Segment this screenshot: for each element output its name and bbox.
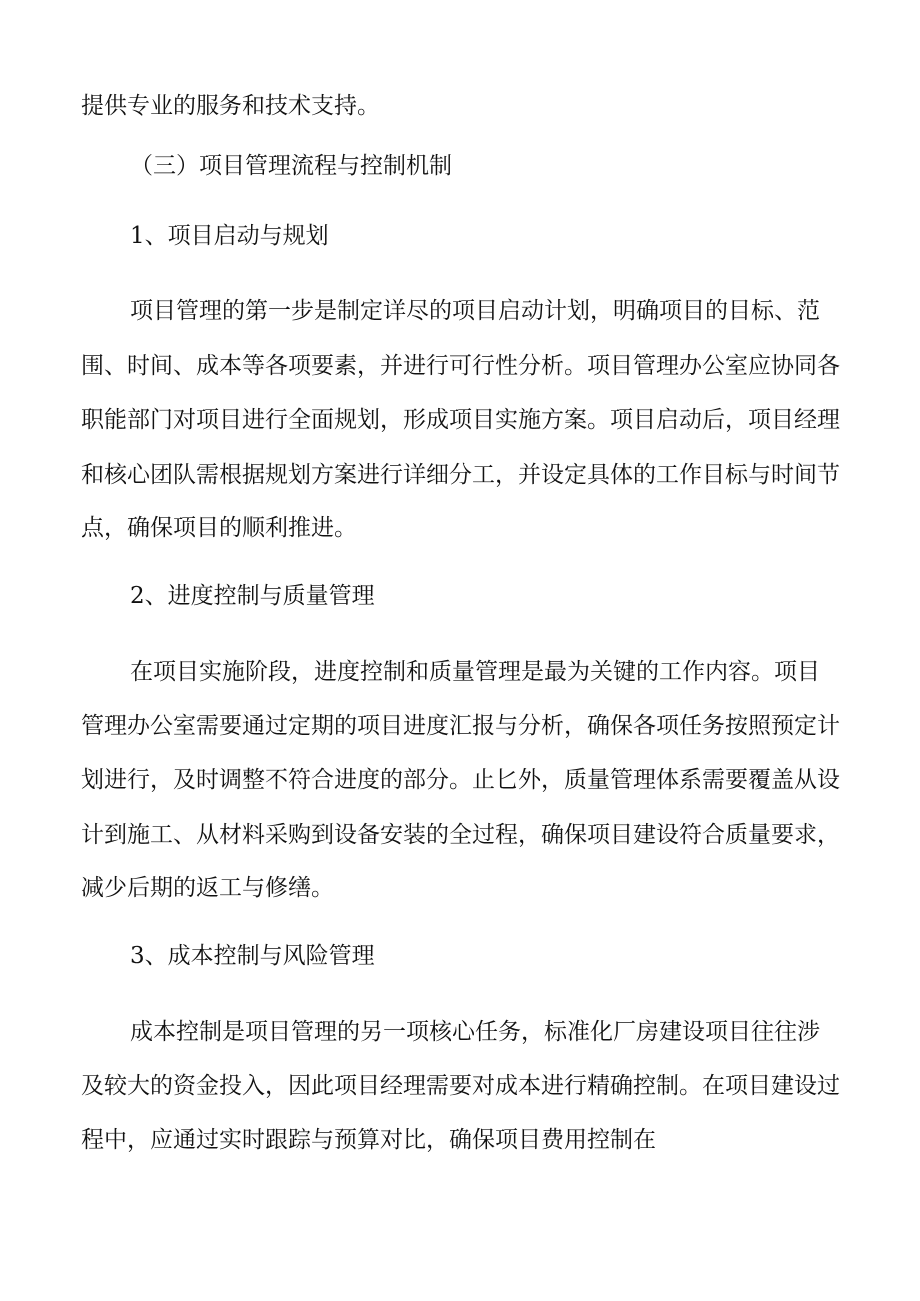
intro-line: 提供专业的服务和技术支持。 xyxy=(81,93,380,119)
paragraph-2-line-4: 计到施工、从材料采购到设备安装的全过程，确保项目建设符合质量要求， xyxy=(81,822,840,848)
paragraph-3-line-1: 成本控制是项目管理的另一项核心任务，标准化厂房建设项目往往涉 xyxy=(130,1019,820,1045)
paragraph-1-line-1: 项目管理的第一步是制定详尽的项目启动计划，明确项目的目标、范 xyxy=(130,298,820,324)
paragraph-2-line-1: 在项目实施阶段，进度控制和质量管理是最为关键的工作内容。项目 xyxy=(130,659,820,685)
paragraph-2-line-2: 管理办公室需要通过定期的项目进度汇报与分析，确保各项任务按照预定计 xyxy=(81,713,840,739)
subsection-heading-1: 1、项目启动与规划 xyxy=(130,223,329,249)
paragraph-1-line-5: 点，确保项目的顺利推进。 xyxy=(81,515,357,541)
subsection-heading-3: 3、成本控制与风险管理 xyxy=(130,943,375,969)
paragraph-2-line-5: 减少后期的返工与修缮。 xyxy=(81,875,334,901)
paragraph-3-line-3: 程中，应通过实时跟踪与预算对比，确保项目费用控制在 xyxy=(81,1127,656,1153)
paragraph-2-line-3: 划进行，及时调整不符合进度的部分。止匕外，质量管理体系需要覆盖从设 xyxy=(81,767,840,793)
paragraph-1-line-3: 职能部门对项目进行全面规划，形成项目实施方案。项目启动后，项目经理 xyxy=(81,407,840,433)
subsection-heading-2: 2、进度控制与质量管理 xyxy=(130,583,375,609)
section-heading: （三）项目管理流程与控制机制 xyxy=(130,153,452,179)
paragraph-1-line-2: 围、时间、成本等各项要素，并进行可行性分析。项目管理办公室应协同各 xyxy=(81,353,840,379)
paragraph-1-line-4: 和核心团队需根据规划方案进行详细分工，并设定具体的工作目标与时间节 xyxy=(81,462,840,488)
paragraph-3-line-2: 及较大的资金投入，因此项目经理需要对成本进行精确控制。在项目建设过 xyxy=(81,1073,840,1099)
